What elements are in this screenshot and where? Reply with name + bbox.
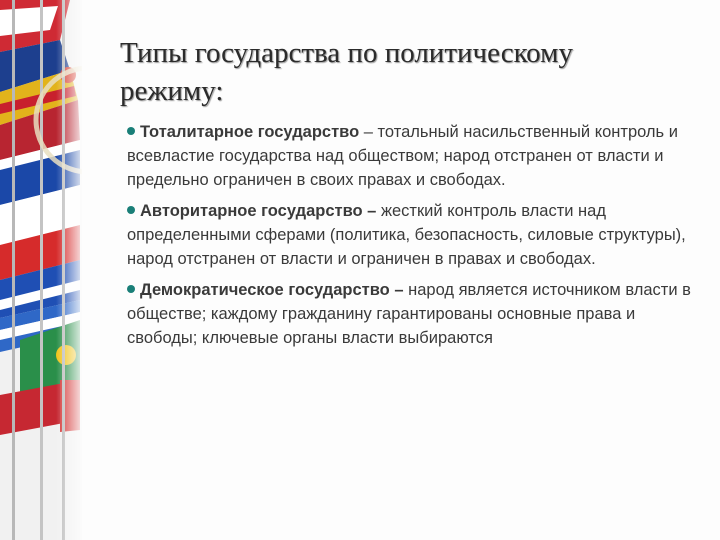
bullet-icon xyxy=(127,206,135,214)
bullet-icon xyxy=(127,285,135,293)
term-label: Демократическое государство – xyxy=(140,281,404,299)
flags-fade xyxy=(56,0,86,540)
term-label: Тоталитарное государство xyxy=(140,123,360,141)
definition-text: – тотальный насильственный контроль и всевластие государства над обществом; народ отстранен от власти и предельно ограничен в своих правах и свободах. xyxy=(127,123,678,189)
list-item-democratic xyxy=(127,278,702,350)
list-item-authoritarian xyxy=(127,199,702,271)
definition-text: жесткий контроль власти над определенными сферами (политика, безопасность, силовые структуры), народ отстранен от власти и ограничен в правах и свободах. xyxy=(127,202,686,268)
term-label: Авторитарное государство – xyxy=(140,202,377,220)
bullet-icon xyxy=(127,127,135,135)
slide-title: Типы государства по политическому режиму: xyxy=(120,37,573,107)
list-item-totalitarian xyxy=(127,120,702,192)
definition-text: народ является источником власти в обществе; каждому гражданину гарантированы основные права и свободы; ключевые органы власти выбираются xyxy=(127,281,691,347)
content-list xyxy=(127,120,702,357)
